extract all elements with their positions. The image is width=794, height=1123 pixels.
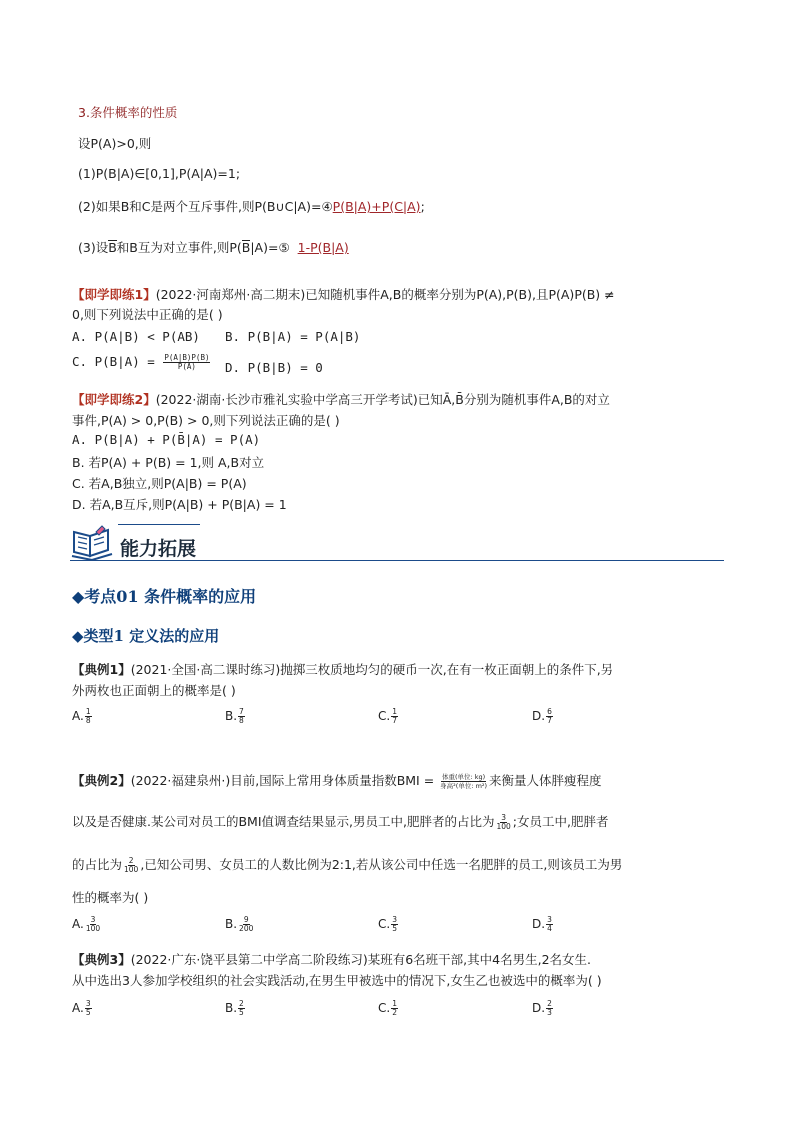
fraction-numerator: P(A|B)P(B) bbox=[164, 353, 210, 362]
exercise-1-option-d: D. P(B|B) = 0 bbox=[225, 360, 323, 375]
fraction-denominator: 5 bbox=[85, 1008, 91, 1017]
option-fraction bbox=[391, 916, 398, 933]
property-1: (1)P(B|A)∈[0,1],P(A|A)=1; bbox=[78, 166, 241, 181]
exercise-1-tag: 【即学即练1】 bbox=[72, 287, 156, 302]
option-fraction bbox=[238, 708, 245, 725]
fraction-numerator: 2 bbox=[128, 856, 134, 865]
banner-title: 能力拓展 bbox=[120, 538, 197, 560]
fraction-numerator: 3 bbox=[547, 915, 552, 924]
example-2-text-1b: 来衡量人体胖瘦程度 bbox=[489, 773, 602, 788]
kaodian-heading: ◆考点01 条件概率的应用 bbox=[72, 587, 257, 606]
example-1-text-1: (2021·全国·高二课时练习)抛掷三枚质地均匀的硬币一次,在有一枚正面朝上的条件下,另 bbox=[130, 662, 614, 677]
fraction-denominator: 7 bbox=[392, 716, 397, 725]
option-label: B. bbox=[225, 709, 238, 723]
fraction-denominator: 7 bbox=[547, 716, 552, 725]
exercise-1-text-1: (2022·河南郑州·高二期末)已知随机事件A,B的概率分别为P(A),P(B),且P(A)P(B) ≠ bbox=[155, 287, 615, 302]
example-2-tag: 【典例2】 bbox=[72, 773, 131, 788]
fraction-numerator: 3 bbox=[392, 915, 397, 924]
fraction-denominator: 8 bbox=[239, 716, 244, 725]
option-label: A. bbox=[72, 709, 84, 723]
premise: 设P(A)>0,则 bbox=[78, 136, 152, 151]
fraction-denominator: 2 bbox=[392, 1008, 397, 1017]
bmi-denominator: 身高²(单位: m²) bbox=[440, 782, 488, 790]
property-2 bbox=[78, 197, 425, 215]
exercise-2-line-1 bbox=[72, 390, 610, 408]
example-3-line-2: 从中选出3人参加学校组织的社会实践活动,在男生甲被选中的情况下,女生乙也被选中的概率为( ) bbox=[72, 973, 602, 988]
example-2-text-2: 以及是否健康.某公司对员工的BMI值调查结果显示,男员工中,肥胖者的占比为 bbox=[72, 814, 495, 829]
option-c bbox=[378, 1000, 399, 1017]
exercise-2-option-a: A. P(B|A) + P(B̄|A) = P(A) bbox=[72, 432, 261, 447]
fraction-numerator: 3 bbox=[85, 999, 91, 1008]
option-label: D. bbox=[532, 1001, 546, 1015]
option-b bbox=[225, 916, 255, 933]
fraction-denominator: 5 bbox=[392, 924, 397, 933]
fraction-denominator: 5 bbox=[239, 1008, 244, 1017]
option-label: A. bbox=[72, 1001, 84, 1015]
bmi-fraction bbox=[439, 773, 488, 790]
option-fraction bbox=[238, 1000, 245, 1017]
option-c bbox=[378, 916, 399, 933]
option-label: D. bbox=[532, 709, 546, 723]
fraction-numerator: 3 bbox=[501, 813, 507, 822]
option-d bbox=[532, 916, 554, 933]
exercise-1-option-c-fraction bbox=[163, 354, 210, 371]
b-bar: B bbox=[108, 240, 117, 255]
example-3-tag: 【典例3】 bbox=[72, 952, 131, 967]
exercise-2-option-d: D. 若A,B互斥,则P(A|B) + P(B|A) = 1 bbox=[72, 497, 287, 512]
exercise-1-option-c bbox=[72, 354, 211, 371]
property-2-prefix: (2)如果B和C是两个互斥事件,则P(B∪C|A)=④ bbox=[78, 199, 333, 214]
option-label: A. bbox=[72, 917, 84, 931]
option-a bbox=[72, 708, 93, 725]
banner-underline bbox=[70, 560, 724, 561]
option-fraction bbox=[546, 1000, 553, 1017]
female-ratio-fraction bbox=[123, 857, 139, 874]
bmi-numerator: 体重(单位: kg) bbox=[442, 773, 486, 781]
exercise-2-tag: 【即学即练2】 bbox=[72, 392, 156, 407]
example-2-line-3 bbox=[72, 855, 622, 874]
fraction-numerator: 6 bbox=[547, 707, 552, 716]
exercise-2-line-2: 事件,P(A) > 0,P(B) > 0,则下列说法正确的是( ) bbox=[72, 413, 340, 428]
example-2-text-1a: (2022·福建泉州·)目前,国际上常用身体质量指数BMI = bbox=[130, 773, 435, 788]
option-fraction bbox=[546, 916, 553, 933]
option-a bbox=[72, 916, 102, 933]
section-title: 3.条件概率的性质 bbox=[78, 105, 178, 120]
fraction-numerator: 1 bbox=[392, 999, 397, 1008]
example-3-text-1: (2022·广东·饶平县第二中学高二阶段练习)某班有6名班干部,其中4名男生,2名女生. bbox=[130, 952, 591, 967]
example-2-text-3a: 的占比为 bbox=[72, 857, 123, 872]
option-label: C. bbox=[378, 1001, 391, 1015]
property-2-suffix: ; bbox=[420, 199, 425, 214]
fraction-numerator: 2 bbox=[239, 999, 244, 1008]
fraction-denominator: 100 bbox=[85, 924, 101, 933]
option-b bbox=[225, 1000, 246, 1017]
option-label: B. bbox=[225, 1001, 238, 1015]
exercise-1-option-a: A. P(A|B) < P(AB) bbox=[72, 329, 200, 344]
fraction-numerator: 1 bbox=[85, 707, 91, 716]
option-fraction bbox=[85, 1000, 92, 1017]
option-fraction bbox=[85, 916, 101, 933]
exercise-2-text-1: (2022·湖南·长沙市雅礼实验中学高三开学考试)已知Ā,B̄分别为随机事件A,B的对立 bbox=[155, 392, 610, 407]
example-1-tag: 【典例1】 bbox=[72, 662, 131, 677]
example-1-line-2: 外两枚也正面朝上的概率是( ) bbox=[72, 683, 236, 698]
fraction-denominator: P(A) bbox=[177, 362, 196, 371]
fraction-numerator: 7 bbox=[239, 707, 244, 716]
exercise-1-line-2: 0,则下列说法中正确的是( ) bbox=[72, 307, 223, 322]
property-2-answer: P(B|A)+P(C|A) bbox=[332, 199, 421, 214]
example-2-text-2b: ;女员工中,肥胖者 bbox=[512, 814, 609, 829]
exercise-2-option-b: B. 若P(A) + P(B) = 1,则 A,B对立 bbox=[72, 455, 265, 470]
fraction-denominator: 100 bbox=[124, 865, 139, 874]
option-label: C. bbox=[378, 917, 391, 931]
property-3-mid: 和B互为对立事件,则P( bbox=[116, 240, 242, 255]
fraction-denominator: 200 bbox=[239, 924, 254, 933]
example-1-line-1 bbox=[72, 660, 613, 678]
option-fraction bbox=[546, 708, 553, 725]
fraction-numerator: 1 bbox=[392, 707, 397, 716]
fraction-numerator: 9 bbox=[243, 915, 249, 924]
exercise-1-line-1 bbox=[72, 285, 615, 303]
option-fraction bbox=[238, 916, 254, 933]
example-2-line-1 bbox=[72, 771, 602, 790]
option-c bbox=[378, 708, 399, 725]
option-label: C. bbox=[378, 709, 391, 723]
example-2-text-3b: ,已知公司男、女员工的人数比例为2:1,若从该公司中任选一名肥胖的员工,则该员工为男 bbox=[140, 857, 623, 872]
fraction-denominator: 100 bbox=[496, 822, 511, 831]
option-b bbox=[225, 708, 246, 725]
property-3-prefix: (3)设 bbox=[78, 240, 109, 255]
b-bar-2: B bbox=[241, 240, 251, 255]
property-3-mid2: |A)=⑤ bbox=[250, 240, 290, 255]
leixing-heading: ◆类型1 定义法的应用 bbox=[72, 627, 220, 645]
male-ratio-fraction bbox=[495, 814, 511, 831]
option-d bbox=[532, 1000, 554, 1017]
option-fraction bbox=[391, 1000, 398, 1017]
exercise-1-option-b: B. P(B|A) = P(A|B) bbox=[225, 329, 361, 344]
option-label: D. bbox=[532, 917, 546, 931]
option-d bbox=[532, 708, 554, 725]
property-3-answer: 1-P(B|A) bbox=[297, 240, 349, 255]
option-a bbox=[72, 1000, 93, 1017]
example-3-line-1 bbox=[72, 950, 591, 968]
property-3 bbox=[78, 238, 349, 256]
fraction-numerator: 2 bbox=[547, 999, 552, 1008]
book-icon bbox=[70, 522, 114, 560]
option-fraction bbox=[85, 708, 92, 725]
example-2-line-2 bbox=[72, 812, 608, 831]
exercise-2-option-c: C. 若A,B独立,则P(A|B) = P(A) bbox=[72, 476, 247, 491]
fraction-denominator: 8 bbox=[85, 716, 91, 725]
banner-top-line bbox=[118, 524, 200, 525]
fraction-denominator: 3 bbox=[547, 1008, 552, 1017]
example-2-line-4: 性的概率为( ) bbox=[72, 890, 149, 905]
fraction-numerator: 3 bbox=[90, 915, 96, 924]
exercise-1-option-c-prefix: C. P(B|A) = bbox=[72, 354, 155, 369]
option-fraction bbox=[391, 708, 398, 725]
option-label: B. bbox=[225, 917, 238, 931]
fraction-denominator: 4 bbox=[547, 924, 552, 933]
